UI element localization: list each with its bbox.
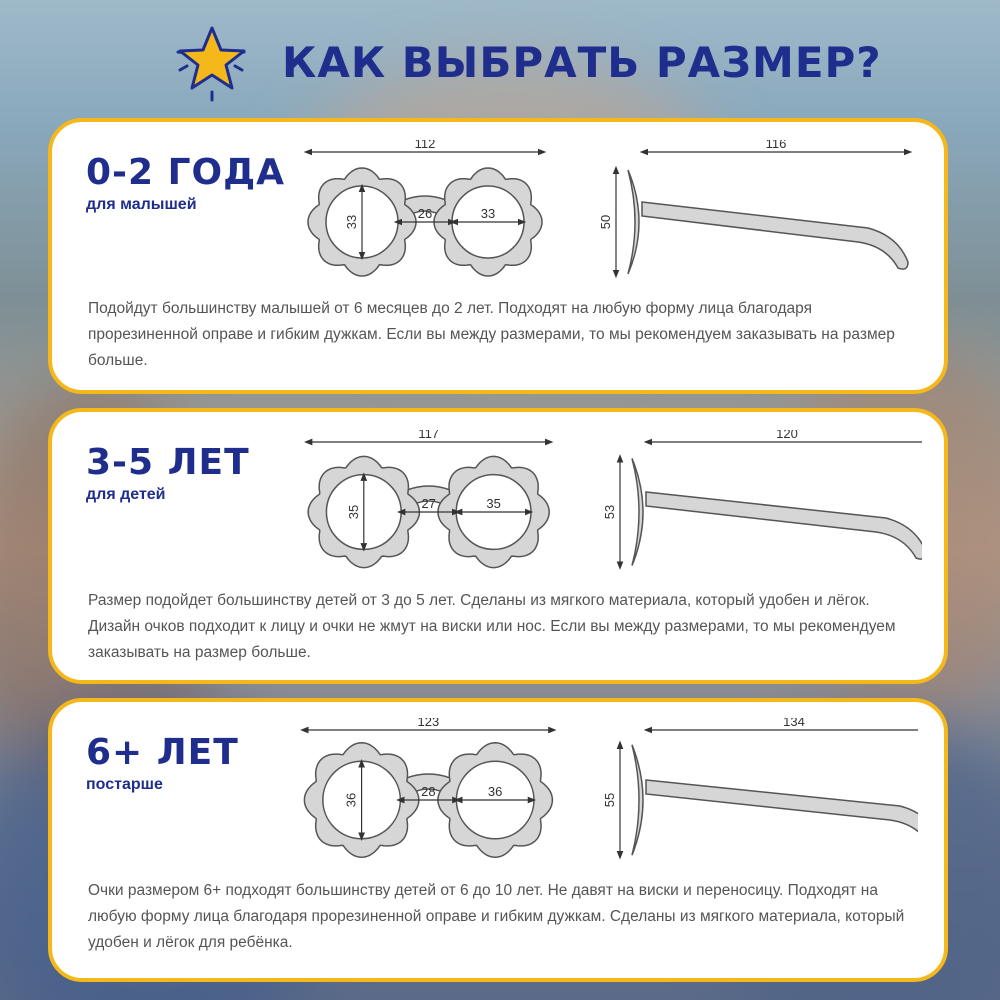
size-title: 6+ ЛЕТ xyxy=(86,732,239,773)
size-card-6-plus xyxy=(48,698,948,982)
size-description: Очки размером 6+ подходят большинству детей от 6 до 10 лет. Не давят на виски и переносицу. Подходят на любую форму лица благодаря прорезиненной оправе и гибким дужкам. Сделаны из мягкого материала, который удобен и лёгок для ребёнка. xyxy=(88,882,905,951)
size-card-0-2 xyxy=(48,118,948,394)
glasses-side-front xyxy=(628,170,639,274)
front-width-label: 112 xyxy=(414,140,436,151)
temple-length-label: 120 xyxy=(776,430,798,441)
size-subtitle: постарше xyxy=(86,776,163,793)
temple-length-label: 134 xyxy=(783,718,805,729)
front-width-label: 117 xyxy=(418,430,440,441)
glasses-side-front xyxy=(632,745,643,855)
size-subtitle: для малышей xyxy=(86,196,197,213)
size-description: Подойдут большинству малышей от 6 месяцев до 2 лет. Подходят на любую форму лица благодаря прорезиненной оправе и гибким дужкам. Если вы между размерами, то мы рекомендуем заказывать на размер больше. xyxy=(88,300,895,369)
lens-height-label: 36 xyxy=(343,792,359,808)
front-width-label: 123 xyxy=(417,718,440,729)
size-description: Размер подойдет большинству детей от 3 до 5 лет. Сделаны из мягкого материала, который удобен и лёгок. Дизайн очков подходит к лицу и очки не жмут на виски или нос. Если вы между размерами, то мы рекомендуем заказывать на размер больше. xyxy=(88,592,896,661)
bridge-label: 27 xyxy=(421,496,436,511)
size-title: 3-5 ЛЕТ xyxy=(86,442,250,483)
glasses-diagram xyxy=(302,140,922,295)
glasses-side-front xyxy=(632,458,643,565)
lens-width-label: 35 xyxy=(486,496,501,511)
frame-height-label: 55 xyxy=(602,792,617,808)
bridge-label: 28 xyxy=(421,784,436,799)
frame-height-label: 50 xyxy=(598,214,613,230)
bridge-label: 26 xyxy=(417,206,433,221)
glasses-temple xyxy=(646,780,918,847)
frame-height-label: 53 xyxy=(602,504,617,520)
lens-width-label: 36 xyxy=(487,784,503,799)
size-subtitle: для детей xyxy=(86,486,166,503)
header xyxy=(0,0,1000,118)
glasses-temple xyxy=(642,202,908,269)
size-title: 0-2 ГОДА xyxy=(86,152,286,193)
glasses-diagram xyxy=(302,430,922,585)
lens-height-label: 33 xyxy=(344,214,359,230)
glasses-diagram xyxy=(298,718,918,873)
star-icon xyxy=(172,22,252,102)
lens-width-label: 33 xyxy=(480,206,496,221)
glasses-temple xyxy=(646,492,922,559)
lens-height-label: 35 xyxy=(345,504,361,520)
temple-length-label: 116 xyxy=(765,140,787,151)
size-card-3-5 xyxy=(48,408,948,684)
page-title: КАК ВЫБРАТЬ РАЗМЕР? xyxy=(282,38,882,87)
